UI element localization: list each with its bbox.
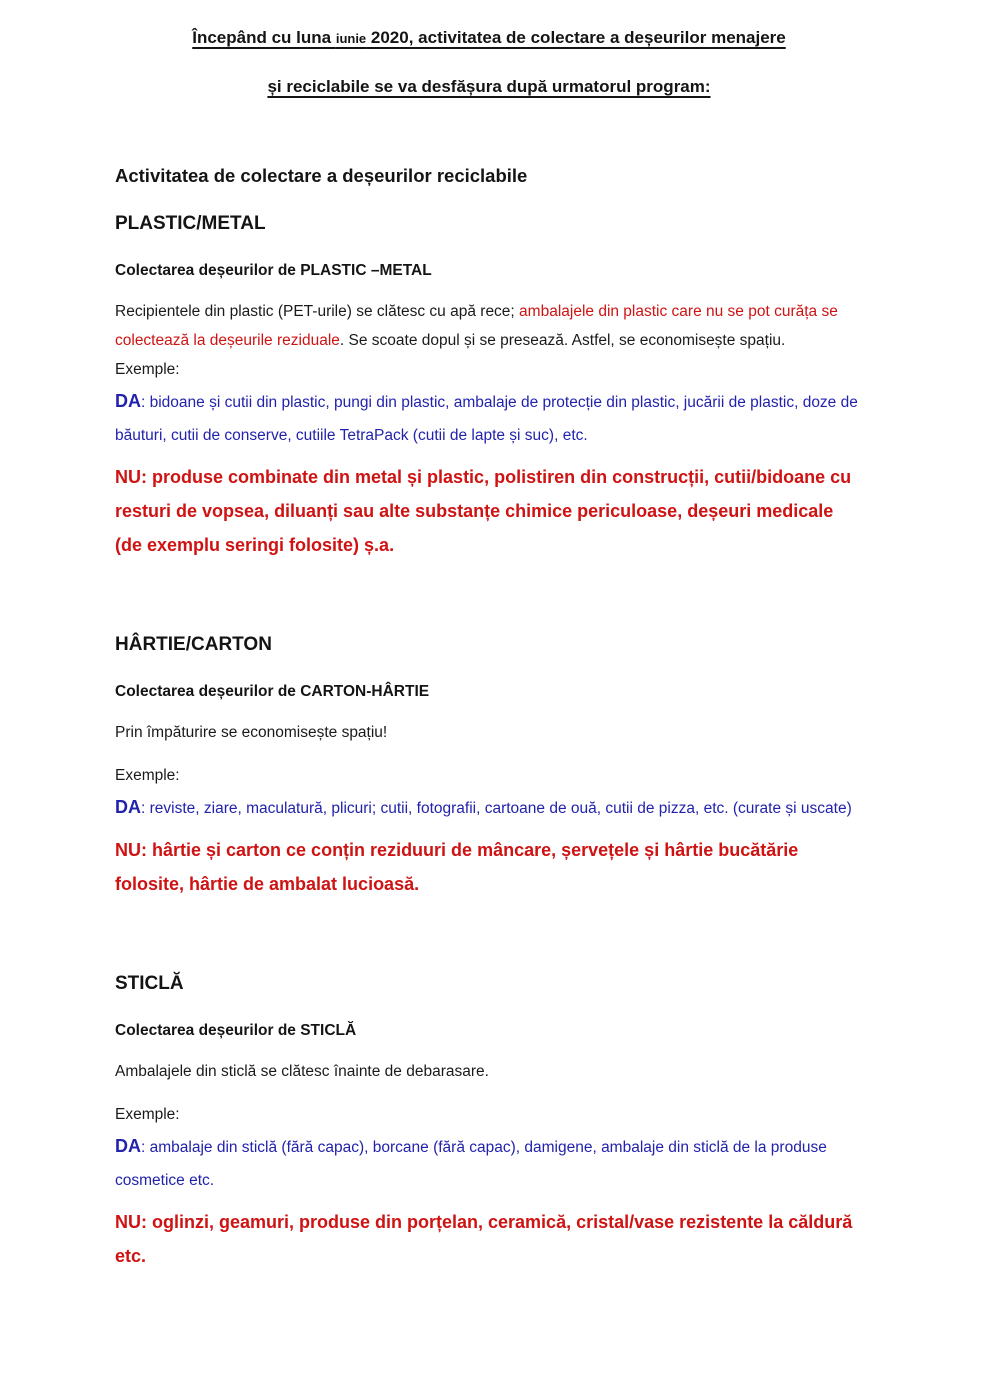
intro-paragraph-hartie-carton: Prin împăturire se economisește spațiu! [115,724,388,741]
intro-text-black-2: . Se scoate dopul și se presează. Astfel, se economisește spațiu. [339,332,786,349]
da-items: : reviste, ziare, maculatură, plicuri; cutii, fotografii, cartoane de ouă, cutii de pizza, etc. (curate și uscate) [141,800,852,817]
nu-list-hartie-carton: NU: hârtie și carton ce conțin reziduuri de mâncare, șervețele și hârtie bucătărie folosite, hârtie de ambalat lucioasă. [115,840,799,894]
da-label: DA [115,797,141,817]
section-subheading-hartie-carton: Colectarea deșeurilor de CARTON-HÂRTIE [115,683,430,700]
document-title [115,26,863,99]
section-sticla [115,973,863,1273]
intro-paragraph-plastic-metal [115,297,863,355]
da-list-hartie-carton [115,791,863,825]
da-items: : ambalaje din sticlă (fără capac), borcane (fără capac), damigene, ambalaje din sticlă de la produse cosmetice etc. [115,1139,827,1189]
exemple-label-sticla: Exemple: [115,1106,180,1123]
da-list-plastic-metal [115,385,863,452]
title-line-1-prefix: Începând cu luna [192,28,336,47]
main-heading: Activitatea de colectare a deșeurilor reciclabile [115,165,528,186]
nu-list-plastic-metal: NU: produse combinate din metal și plastic, polistiren din construcții, cutii/bidoane cu resturi de vopsea, diluanți sau alte substanțe chimice periculoase, deșeuri medicale (de exemplu seringi folosite) ș.a. [115,467,852,555]
nu-list-sticla: NU: oglinzi, geamuri, produse din porțelan, ceramică, cristal/vase rezistente la căldură etc. [115,1212,853,1266]
intro-text-red: ambalajele din plastic care nu se pot curăța se colectează la deșeurile reziduale [115,303,838,349]
section-plastic-metal [115,213,863,562]
da-label: DA [115,1136,141,1156]
exemple-label-hartie-carton: Exemple: [115,767,180,784]
section-hartie-carton [115,634,863,901]
title-line-1-month: iunie [335,31,367,46]
intro-paragraph-sticla: Ambalajele din sticlă se clătesc înainte de debarasare. [115,1063,489,1080]
section-subheading-plastic-metal: Colectarea deșeurilor de PLASTIC –METAL [115,262,432,279]
section-heading-sticla: STICLĂ [115,973,184,994]
section-heading-hartie-carton: HÂRTIE/CARTON [115,634,272,655]
title-line-1 [115,26,863,51]
da-label: DA [115,391,141,411]
title-line-1-suffix: 2020, activitatea de colectare a deșeurilor menajere [366,28,786,47]
section-subheading-sticla: Colectarea deșeurilor de STICLĂ [115,1022,357,1039]
section-heading-plastic-metal: PLASTIC/METAL [115,213,266,234]
exemple-label-plastic-metal: Exemple: [115,361,180,378]
da-list-sticla [115,1130,863,1197]
title-line-2: și reciclabile se va desfășura după urmatorul program: [267,77,711,96]
da-items: : bidoane și cutii din plastic, pungi din plastic, ambalaje de protecție din plastic, jucării de plastic, doze de băuturi, cutii de conserve, cutiile TetraPack (cutii de lapte și suc), etc. [115,394,858,444]
intro-text-black-1: Recipientele din plastic (PET-urile) se clătesc cu apă rece; [115,303,520,320]
